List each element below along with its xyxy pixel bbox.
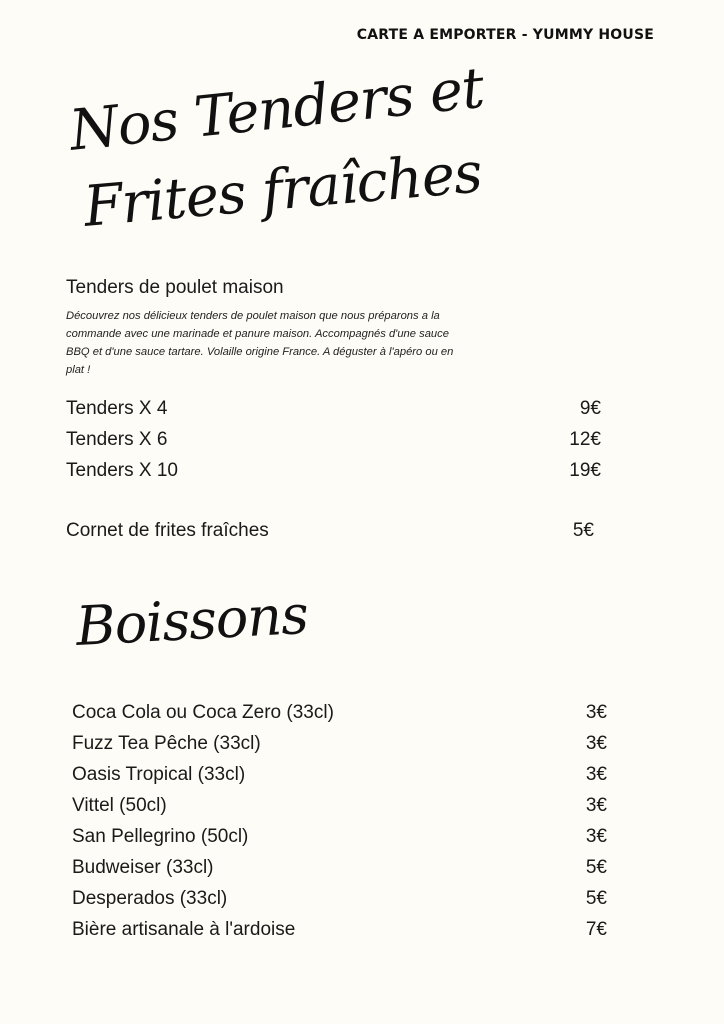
item-price: 5€ [585,888,607,909]
menu-row [66,393,601,424]
page-header: CARTE A EMPORTER - YUMMY HOUSE [356,27,654,43]
item-price: 5€ [572,520,594,541]
product-description: Découvrez nos délicieux tenders de poulet maison que nous préparons a la commande avec une marinade et panure maison. Accompagnés d'une sauce BBQ et d'une sauce tartare. Volaille origine France. A déguster à l'apéro ou en plat ! [66,310,454,376]
menu-row [72,728,607,759]
item-name: Vittel (50cl) [72,795,167,816]
item-price: 3€ [585,702,607,723]
item-price: 9€ [579,398,601,419]
item-price: 3€ [585,733,607,754]
menu-row [72,790,607,821]
menu-row [72,883,607,914]
item-name: Bière artisanale à l'ardoise [72,919,296,940]
drinks-price-list [72,697,607,945]
item-price: 3€ [585,764,607,785]
item-name: Cornet de frites fraîches [66,520,269,541]
menu-row [72,759,607,790]
tenders-price-list [66,393,601,486]
menu-row [72,852,607,883]
item-name: Tenders X 10 [66,460,178,481]
menu-row [66,424,601,455]
tenders-section-title-line-1: Nos Tenders et [66,55,487,164]
menu-row [66,515,594,546]
item-name: Desperados (33cl) [72,888,228,909]
fries-price-list [66,515,594,546]
item-name: San Pellegrino (50cl) [72,826,249,847]
item-name: Tenders X 4 [66,398,168,419]
item-name: Fuzz Tea Pêche (33cl) [72,733,261,754]
item-price: 5€ [585,857,607,878]
item-price: 3€ [585,795,607,816]
product-title: Tenders de poulet maison [66,277,284,298]
item-price: 12€ [569,429,601,450]
menu-row [66,455,601,486]
item-price: 7€ [585,919,607,940]
drinks-section-title: Boissons [74,582,310,658]
item-price: 3€ [585,826,607,847]
menu-row [72,697,607,728]
item-name: Oasis Tropical (33cl) [72,764,246,785]
tenders-section-title-line-2: Frites fraîches [81,140,485,240]
menu-row [72,821,607,852]
menu-row [72,914,607,945]
item-name: Tenders X 6 [66,429,168,450]
item-price: 19€ [569,460,601,481]
item-name: Budweiser (33cl) [72,857,214,878]
item-name: Coca Cola ou Coca Zero (33cl) [72,702,334,723]
